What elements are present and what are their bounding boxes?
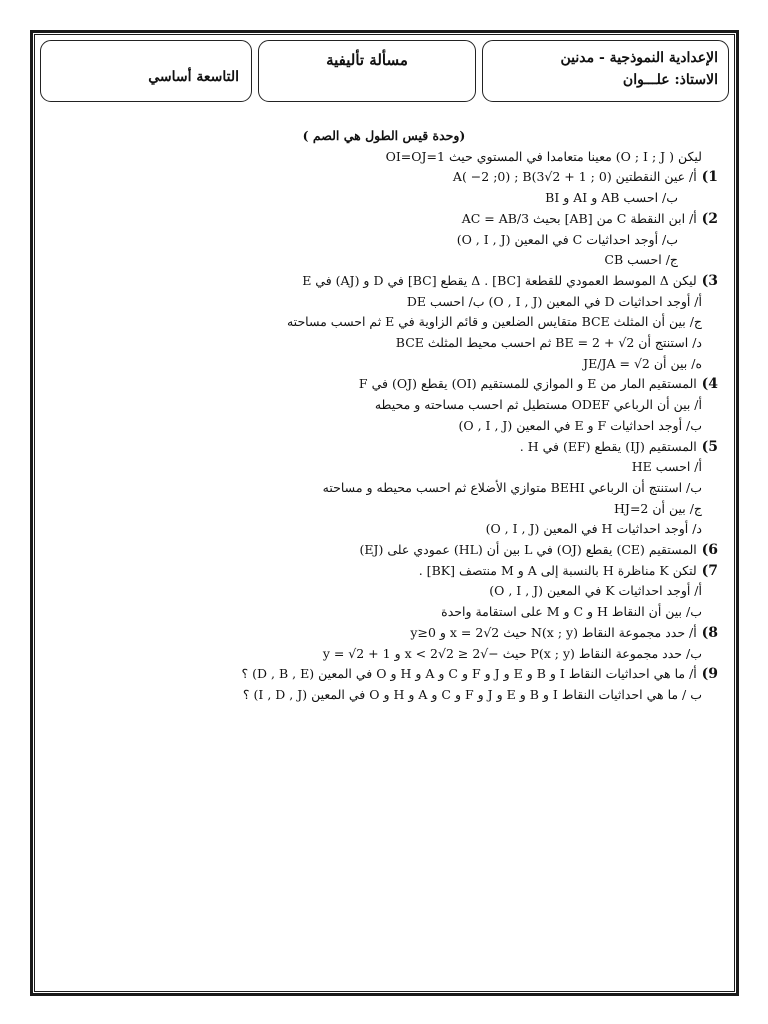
line-text: ليكن Δ الموسط العمودي للقطعة [BC] . Δ يقطع [BC] في D و (AJ) في E bbox=[302, 272, 697, 288]
line-text: (وحدة قيس الطول هي الصم ) bbox=[302, 128, 466, 143]
sub-question-line bbox=[50, 519, 718, 540]
sub-question-line bbox=[50, 581, 718, 602]
question-line bbox=[50, 271, 718, 292]
question-number: 9) bbox=[696, 666, 718, 683]
question-number: 8) bbox=[696, 624, 718, 641]
question-line bbox=[50, 540, 718, 561]
question-number: 3) bbox=[696, 272, 718, 289]
line-text: د/ أوجد احداثيات H في المعين (O , I , J) bbox=[485, 521, 702, 537]
line-text: ب/ أوجد احداثيات C في المعين (O , I , J) bbox=[456, 231, 678, 247]
teacher-name: الاستاذ: علـــوان bbox=[622, 72, 718, 88]
line-text: أ/ بين أن الرباعي ODEF مستطيل ثم احسب مساحته و محيطه bbox=[374, 397, 702, 413]
sub-question-line bbox=[50, 602, 718, 623]
question-line bbox=[50, 209, 718, 230]
school-name: الإعدادية النموذجية - مدنين bbox=[560, 50, 718, 66]
sub-question-line bbox=[50, 188, 718, 209]
level-header-box bbox=[40, 40, 252, 102]
line-text: أ/ أوجد احداثيات K في المعين (O , I , J) bbox=[489, 583, 702, 599]
line-text: المستقيم (IJ) يقطع (EF) في H . bbox=[519, 438, 697, 454]
question-number: 4) bbox=[696, 376, 718, 393]
sub-question-line bbox=[50, 395, 718, 416]
question-line bbox=[50, 374, 718, 395]
sub-question-line bbox=[50, 354, 718, 375]
line-text: أ/ عين النقطتين A( −2 ;0) ; B(3√2 + 1 ; 0) bbox=[452, 169, 697, 185]
question-line bbox=[50, 623, 718, 644]
sub-question-line bbox=[50, 644, 718, 665]
line-text: أ/ احسب HE bbox=[631, 459, 702, 475]
line-text: المستقيم (CE) يقطع (OJ) في L بين أن (HL) عمودي على (EJ) bbox=[359, 542, 697, 558]
sub-question-line bbox=[50, 416, 718, 437]
sub-question-line bbox=[50, 333, 718, 354]
question-number: 1) bbox=[696, 169, 718, 186]
line-text: ب/ استنتج أن الرباعي BEHI متوازي الأضلاع ثم احسب محيطه و مساحته bbox=[322, 479, 702, 495]
line-text: ب/ احسب AB و AI و BI bbox=[545, 190, 678, 206]
sub-question-line bbox=[50, 230, 718, 251]
sub-question-line bbox=[50, 126, 718, 147]
document-title: مسألة تأليفية bbox=[326, 51, 408, 69]
question-line bbox=[50, 437, 718, 458]
sub-question-line bbox=[50, 499, 718, 520]
line-text: ب/ أوجد احداثيات F و E في المعين (O , I , J) bbox=[458, 417, 702, 433]
question-number: 5) bbox=[696, 438, 718, 455]
sub-question-line bbox=[50, 478, 718, 499]
line-text: ج/ احسب CB bbox=[604, 252, 678, 268]
line-text: ه/ بين أن JE/JA = √2 bbox=[583, 355, 702, 371]
question-line bbox=[50, 664, 718, 685]
school-header-box bbox=[482, 40, 729, 102]
line-text: ب / ما هي احداثيات النقاط I و B و E و J و F و C و A و H و O في المعين (I , D , J) ؟ bbox=[242, 686, 702, 702]
sub-question-line bbox=[50, 685, 718, 706]
sub-question-line bbox=[50, 292, 718, 313]
line-text: أ/ أوجد احداثيات D في المعين (O , I , J) ب/ احسب DE bbox=[406, 293, 702, 309]
line-text: أ/ ما هي احداثيات النقاط I و B و E و J و F و C و A و H و O في المعين (D , B , E) ؟ bbox=[241, 666, 697, 682]
line-text: أ/ حدد مجموعة النقاط N(x ; y) حيث x = 2√2 و y≥0 bbox=[410, 624, 697, 640]
sub-question-line bbox=[50, 457, 718, 478]
line-text: المستقيم المار من E و الموازي للمستقيم (OI) يقطع (OJ) في F bbox=[358, 376, 697, 392]
line-text: د/ استنتج أن BE = 2 + √2 ثم احسب محيط المثلث BCE bbox=[395, 335, 702, 351]
class-level: التاسعة أساسي bbox=[148, 69, 239, 85]
sub-question-line bbox=[50, 312, 718, 333]
line-text: ليكن ( O ; I ; J) معينا متعامدا في المستوي حيث OI=OJ=1 bbox=[385, 148, 702, 164]
line-text: ب/ بين أن النقاط H و C و M على استقامة واحدة bbox=[441, 604, 702, 620]
question-number: 6) bbox=[696, 542, 718, 559]
question-number: 2) bbox=[696, 210, 718, 227]
question-number: 7) bbox=[696, 562, 718, 579]
line-text: لتكن K مناظرة H بالنسبة إلى A و M منتصف [BK] . bbox=[418, 562, 697, 578]
title-header-box bbox=[258, 40, 476, 102]
line-text: ج/ بين أن المثلث BCE متقايس الضلعين و قائم الزاوية في E ثم احسب مساحته bbox=[286, 314, 702, 330]
question-line bbox=[50, 167, 718, 188]
sub-question-line bbox=[50, 250, 718, 271]
line-text: ج/ بين أن HJ=2 bbox=[614, 500, 702, 516]
question-line bbox=[50, 561, 718, 582]
line-text: أ/ ابن النقطة C من [AB] بحيث AC = AB/3 bbox=[461, 210, 697, 226]
sub-question-line bbox=[50, 147, 718, 168]
exercise-content bbox=[50, 126, 718, 706]
line-text: ب/ حدد مجموعة النقاط P(x ; y) حيث −√2 ≤ x < 2√2 و y = √2 + 1 bbox=[322, 645, 702, 661]
